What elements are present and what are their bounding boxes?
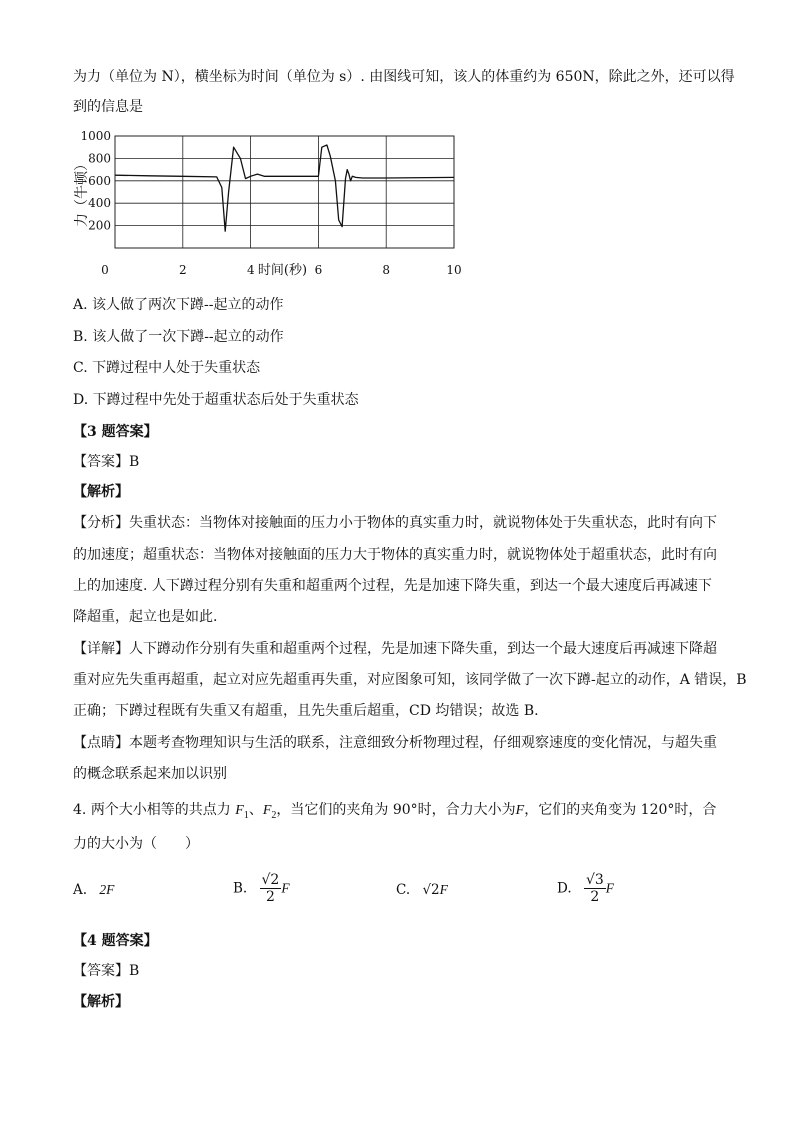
q4-option-d-label: D. <box>557 880 572 897</box>
y-tick-label: 400 <box>88 196 111 211</box>
chart-grid <box>115 136 454 248</box>
y-tick-label: 600 <box>88 173 111 188</box>
q3-fenxi-line-1: 【分析】失重状态：当物体对接触面的压力小于物体的真实重力时，就说物体处于失重状态，此时有向下 <box>73 515 717 531</box>
force-time-chart <box>68 128 468 283</box>
q3-xiangjie-line-2: 重对应先失重再超重，起立对应先超重再失重，对应图象可知，该同学做了一次下蹲-起立的动作，A 错误，B <box>73 672 747 688</box>
q3-xiangjie-line-3: 正确；下蹲过程既有失重又有超重，且先失重后超重，CD 均错误；故选 B. <box>73 703 539 719</box>
q4-answer-header: 【4 题答案】 <box>73 933 158 949</box>
q4-number: 4. <box>73 802 87 818</box>
q4-option-b-denominator: 2 <box>265 889 275 905</box>
q4-f1 <box>235 803 249 821</box>
q4-option-b-fraction <box>260 872 282 905</box>
q4-option-a-label: A. <box>73 882 88 898</box>
q3-analysis-header: 【解析】 <box>73 484 129 500</box>
q3-option-d: D. 下蹲过程中先处于超重状态后处于失重状态 <box>73 392 359 408</box>
chart-frame <box>115 136 454 248</box>
q3-dianjing-line-1: 【点睛】本题考查物理知识与生活的联系，注意细致分析物理过程，仔细观察速度的变化情况，与超失重 <box>73 735 717 751</box>
q4-f2-letter: F <box>262 803 272 818</box>
x-tick-label: 6 <box>314 263 323 277</box>
q4-option-b <box>233 872 290 905</box>
q3-option-a: A. 该人做了两次下蹲--起立的动作 <box>73 297 284 313</box>
q3-answer-header: 【3 题答案】 <box>73 424 158 440</box>
q4-text-b: ，当它们的夹角为 90°时，合力大小为 <box>276 802 516 818</box>
q3-xiangjie-line-1: 【详解】人下蹲动作分别有失重和超重两个过程，先是加速下降失重，到达一个最大速度后再减速下降超 <box>73 641 717 657</box>
q4-option-c <box>396 880 448 900</box>
q3-fenxi-line-3: 上的加速度. 人下蹲过程分别有失重和超重两个过程，先是加速下降失重，到达一个最大速度后再减速下 <box>73 578 712 594</box>
q4-option-b-var: F <box>281 880 290 896</box>
y-tick-label: 1000 <box>80 129 111 143</box>
y-axis-label: 力（牛顿） <box>74 157 90 227</box>
q4-f1-letter: F <box>235 803 244 818</box>
q4-f2-sub: 2 <box>271 809 277 821</box>
origin-label: 0 <box>101 263 109 277</box>
q3-option-c: C. 下蹲过程中人处于失重状态 <box>73 360 261 376</box>
intro-line-1: 为力（单位为 N），横坐标为时间（单位为 s）. 由图线可知，该人的体重约为 650N，除此之外，还可以得 <box>73 69 735 85</box>
x-tick-label: 10 <box>446 263 462 277</box>
x-tick-label: 2 <box>178 263 187 277</box>
q4-text-a: 两个大小相等的共点力 <box>90 802 231 818</box>
x-tick-label: 8 <box>382 263 391 277</box>
q3-fenxi-line-4: 降超重，起立也是如此. <box>73 609 218 625</box>
q3-dianjing-line-2: 的概念联系起来加以识别 <box>73 766 227 782</box>
q4-option-d-denominator: 2 <box>590 889 600 905</box>
q4-option-c-var: F <box>439 882 448 897</box>
q3-option-b: B. 该人做了一次下蹲--起立的动作 <box>73 329 284 345</box>
q4-option-c-label: C. <box>396 882 411 898</box>
y-tick-label: 200 <box>88 218 111 233</box>
q4-option-d-var: F <box>605 880 615 896</box>
x-tick-label: 4 <box>246 263 255 277</box>
intro-line-2: 到的信息是 <box>73 99 143 115</box>
q4-option-d-fraction <box>584 872 606 905</box>
q4-f1-sub: 1 <box>243 809 249 821</box>
x-axis-label: 时间(秒) <box>257 263 308 278</box>
chart-plot <box>115 145 454 231</box>
q4-option-d-numerator: √3 <box>585 872 604 888</box>
q4-option-d <box>557 872 614 905</box>
q4-answer: 【答案】B <box>73 963 140 979</box>
q4-question-line-1 <box>73 800 716 826</box>
q4-option-b-numerator: √2 <box>261 872 280 888</box>
q4-f2 <box>262 803 277 821</box>
y-tick-label: 800 <box>88 151 111 166</box>
q3-fenxi-line-2: 的加速度；超重状态：当物体对接触面的压力大于物体的真实重力时，就说物体处于超重状态，此时有向 <box>73 547 717 563</box>
q4-option-a <box>73 880 114 900</box>
series-line-force <box>115 145 454 231</box>
q4-text-c: ，它们的夹角变为 120°时，合 <box>524 802 717 818</box>
q4-option-b-label: B. <box>233 880 248 897</box>
q4-analysis-header: 【解析】 <box>73 994 129 1010</box>
q4-question-line-2: 力的大小为（ ） <box>73 836 199 852</box>
q3-answer: 【答案】B <box>73 454 140 470</box>
q4-sep: 、 <box>248 802 263 818</box>
q4-option-a-expr: 2F <box>99 882 115 897</box>
q4-f: F <box>515 803 525 818</box>
q4-option-c-root: √2 <box>422 882 440 898</box>
